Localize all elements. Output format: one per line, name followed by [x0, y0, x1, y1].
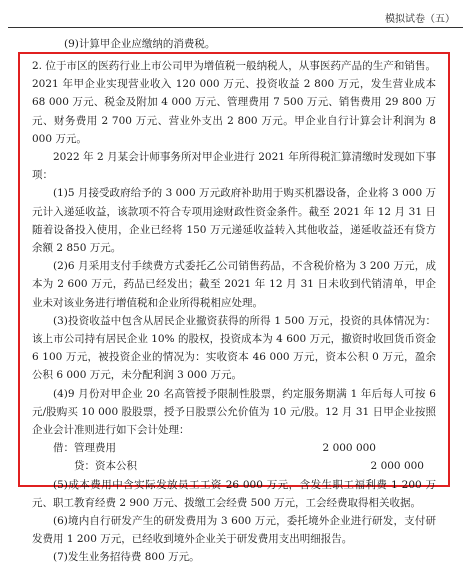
item-6: (6)境内自行研发产生的研发费用为 3 600 万元，委托境外企业进行研发，支付研发费用 1 200 万元，已经收到境外企业关于研发费用支出明细报告。	[32, 515, 436, 546]
item-3: (3)投资收益中包含从居民企业撤资获得的所得 1 500 万元，投资的具体情况为：该上市公司持有居民企业 10% 的股权，投资成本为 4 600 万元，撤资时收回货币资金 6 100 万元，被投资企业的情况为：实收资本 46 000 万元，资本公积 0 万元，盈余公积 6 000 万元，未分配利润 3 000 万元。	[32, 314, 436, 382]
credit-amount: 2 000 000	[370, 460, 424, 473]
credit-label: 贷：资本公积	[74, 460, 137, 473]
header-divider	[8, 27, 463, 28]
item-2: (2)6 月采用支付手续费方式委托乙公司销售药品，不含税价格为 3 200 万元，成本为 2 600 万元，药品已经发出；截至 2021 年 12 月 31 日未收到代销清单，甲企业未对该业务进行增值税和企业所得税相应处理。	[32, 260, 436, 309]
item-1: (1)5 月接受政府给予的 3 000 万元政府补助用于购买机器设备，企业将 3 000 万元计入递延收益，该款项不符合专项用途财政性资金条件。截至 2021 年 12 月 31 日随着设备投入使用，企业已经将 150 万元递延收益转入其他收益，递延收益还有贷方余额 2 850 万元。	[32, 187, 436, 255]
item-7: (7)发生业务招待费 800 万元。	[53, 551, 200, 564]
item-4: (4)9 月份对甲企业 20 名高管授予限制性股票，约定服务期满 1 年后每人可按 6 元/股购买 10 000 股股票，授予日股票公允价值为 10 元/股。12 月 31 日甲企业按照企业会计准则进行如下会计处理：	[32, 387, 436, 437]
journal-credit-row	[32, 457, 436, 475]
journal-debit-row	[32, 439, 436, 457]
debit-amount: 2 000 000	[322, 442, 376, 455]
exam-header-title: 模拟试卷（五）	[385, 14, 455, 25]
question-intro: 2. 位于市区的医药行业上市公司甲为增值税一般纳税人，从事医药产品的生产和销售。2021 年甲企业实现营业收入 120 000 万元、投资收益 2 800 万元，发生营业成本 68 000 万元、税金及附加 4 000 万元、管理费用 7 500 万元、销售费用 29 800 万元、财务费用 2 700 万元、营业外支出 2 800 万元。甲企业自行计算会计利润为 8 000 万元。	[32, 60, 436, 145]
prior-question-line: (9)计算甲企业应缴纳的消费税。	[64, 38, 216, 50]
highlighted-question-box	[18, 52, 450, 564]
audit-statement: 2022 年 2 月某会计师事务所对甲企业进行 2021 年所得税汇算清缴时发现如下事项：	[32, 151, 436, 182]
item-5: (5)成本费用中含实际发放员工工资 26 000 万元，含发生职工福利费 1 200 万元、职工教育经费 2 900 万元、拨缴工会经费 500 万元，工会经费取得相关收据。	[32, 478, 436, 509]
debit-label: 借：管理费用	[53, 442, 116, 455]
